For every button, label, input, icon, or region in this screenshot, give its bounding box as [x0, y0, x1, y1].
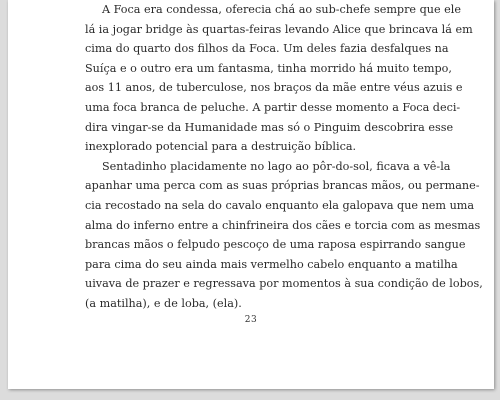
- text-line: uma foca branca de peluche. A partir desse momento a Foca deci-: [85, 100, 461, 114]
- text-line: Sentadinho placidamente no lago ao pôr-do-sol, ficava a vê-la: [102, 159, 451, 173]
- body-text: [85, 0, 483, 314]
- text-line: para cima do seu ainda mais vermelho cabelo enquanto a matilha: [85, 257, 458, 271]
- paragraph-2: [85, 157, 483, 314]
- text-line: inexplorado potencial para a destruição bíblica.: [85, 140, 357, 154]
- text-line: dira vingar-se da Humanidade mas só o Pinguim descobrira esse: [85, 120, 454, 134]
- text-line: lá ia jogar bridge às quartas-feiras levando Alice que brincava lá em: [85, 22, 473, 36]
- text-line: cima do quarto dos filhos da Foca. Um deles fazia desfalques na: [85, 42, 449, 56]
- text-line: brancas mãos o felpudo pescoço de uma raposa espirrando sangue: [85, 238, 466, 252]
- text-line: A Foca era condessa, oferecia chá ao sub-chefe sempre que ele: [102, 3, 461, 16]
- text-line: (a matilha), e de loba, (ela).: [85, 296, 242, 310]
- text-line: alma do inferno entre a chinfrineira dos cães e torcia com as mesmas: [85, 218, 481, 232]
- text-line: aos 11 anos, de tuberculose, nos braços da mãe entre véus azuis e: [85, 81, 463, 95]
- text-line: uivava de prazer e regressava por momentos à sua condição de lobos,: [85, 277, 483, 291]
- paragraph-1: [85, 0, 473, 157]
- document-page: [8, 0, 494, 389]
- text-line: apanhar uma perca com as suas próprias brancas mãos, ou permane-: [85, 179, 480, 193]
- page-number: 23: [244, 315, 258, 325]
- text-line: Suíça e o outro era um fantasma, tinha morrido há muito tempo,: [85, 61, 452, 75]
- text-line: cia recostado na sela do cavalo enquanto ela galopava que nem uma: [85, 198, 475, 212]
